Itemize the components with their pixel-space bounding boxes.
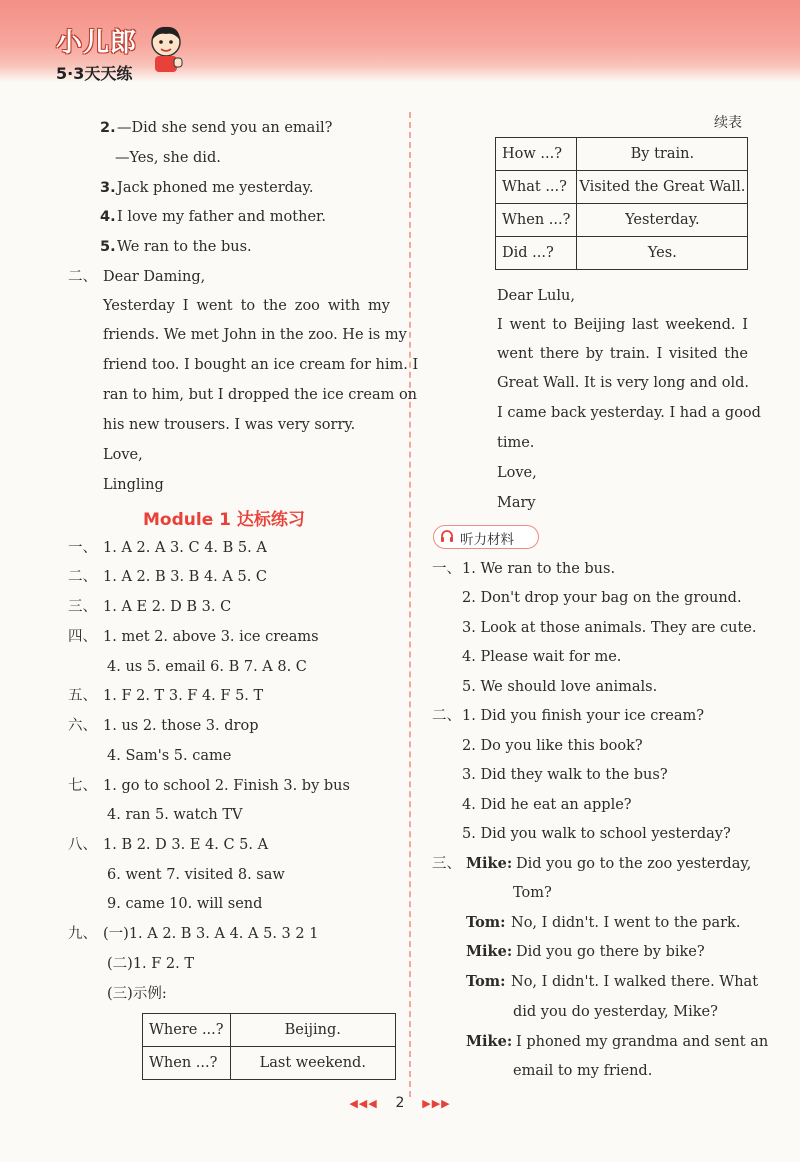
listening-line: 2. Do you like this book? [462,738,643,754]
letter-line: Lingling [103,477,164,493]
table-row [496,237,748,270]
dialogue-line: No, I didn't. I walked there. What [511,974,759,990]
speaker-label: Mike: [466,943,513,960]
listening-line: 5. We should love animals. [462,679,658,695]
dialogue-line: email to my friend. [513,1063,653,1079]
table-cell: Beijing. [230,1014,395,1047]
answer-line: 1. A 2. B 3. B 4. A 5. C [103,569,268,585]
speaker-label: Mike: [466,855,513,872]
listening-tag [433,525,539,549]
letter-line: went there by train. I visited the [497,346,748,362]
answer-line: (三)示例: [107,986,167,1002]
speaker-label: Tom: [466,973,506,990]
answer-line: 1. B 2. D 3. E 4. C 5. A [103,837,269,853]
table-cell: What ...? [496,171,577,204]
headphones-icon [440,529,454,543]
listening-line: 3. Look at those animals. They are cute. [462,620,757,636]
letter-line: friends. We met John in the zoo. He is my [103,327,407,343]
listening-line: 2. Don't drop your bag on the ground. [462,590,742,606]
logo-title: 小儿郎 [56,28,138,58]
letter-line: I came back yesterday. I had a good [497,405,761,421]
answer-line: 4. us 5. email 6. B 7. A 8. C [107,659,307,675]
section-label: 三、 [432,856,461,872]
answer-line: 1. A 2. A 3. C 4. B 5. A [103,540,267,556]
section-label: 一、 [432,561,461,577]
table-cell: Did ...? [496,237,577,270]
brand-logo [56,22,137,84]
letter-line: friend too. I bought an ice cream for him. I [103,357,419,373]
table-cell: Where ...? [143,1014,231,1047]
page-footer [0,1095,800,1111]
answer-line: 1. met 2. above 3. ice creams [103,629,319,645]
section-label: 六、 [68,718,97,734]
table-cell: When ...? [496,204,577,237]
section-label: 二、 [68,269,97,285]
section-label: 一、 [68,540,97,556]
letter-line: Love, [497,465,537,481]
answer-line: 1. F 2. T 3. F 4. F 5. T [103,688,264,704]
letter-line: Great Wall. It is very long and old. [497,375,750,391]
dialogue-line: did you do yesterday, Mike? [513,1004,718,1020]
table-row [496,204,748,237]
table-cell: Visited the Great Wall. [577,171,748,204]
dialogue-line: Tom? [513,885,552,901]
section-label: 二、 [432,708,461,724]
table-cell: By train. [577,138,748,171]
letter-line: Mary [497,495,536,511]
section-label: 二、 [68,569,97,585]
section-label: 八、 [68,837,97,853]
letter-line: his new trousers. I was very sorry. [103,417,356,433]
answer-line: 1. A E 2. D B 3. C [103,599,232,615]
mascot-boy-icon [146,22,186,74]
letter-line: I went to Beijing last weekend. I [497,317,748,333]
answer-line: (一)1. A 2. B 3. A 4. A 5. 3 2 1 [103,926,319,942]
answer-line: 9. came 10. will send [107,896,263,912]
logo-subtitle: 5·3天天练 [56,64,133,83]
answer-line: —Did she send you an email? [117,120,333,136]
answer-line: (二)1. F 2. T [107,956,195,972]
section-label: 九、 [68,926,97,942]
item-number: 4. [100,209,116,225]
listening-line: 5. Did you walk to school yesterday? [462,826,731,842]
letter-line: Love, [103,447,143,463]
speaker-label: Mike: [466,1033,513,1050]
answer-line: 4. ran 5. watch TV [107,807,243,823]
table-cell: Yes. [577,237,748,270]
column-divider [409,112,411,1097]
listening-tag-label: 听力材料 [460,532,514,548]
table-cell: Yesterday. [577,204,748,237]
item-number: 3. [100,180,116,196]
table-row [143,1047,396,1080]
listening-line: 4. Did he eat an apple? [462,797,632,813]
page-number: 2 [395,1095,405,1111]
speaker-label: Tom: [466,914,506,931]
answer-line: —Yes, she did. [115,150,221,166]
letter-line: ran to him, but I dropped the ice cream on [103,387,418,403]
module-heading: Module 1 达标练习 [143,510,305,530]
table-cell: Last weekend. [230,1047,395,1080]
listening-line: 1. Did you finish your ice cream? [462,708,705,724]
table-row [143,1014,396,1047]
section-label: 四、 [68,629,97,645]
prev-arrows-icon: ◀◀◀ [349,1097,378,1110]
answer-line: 1. go to school 2. Finish 3. by bus [103,778,350,794]
section-label: 七、 [68,778,97,794]
listening-line: 4. Please wait for me. [462,649,622,665]
item-number: 5. [100,239,116,255]
answer-line: I love my father and mother. [117,209,326,225]
letter-line: Dear Lulu, [497,288,575,304]
dialogue-line: No, I didn't. I went to the park. [511,915,741,931]
answer-line: 4. Sam's 5. came [107,748,232,764]
section-label: 三、 [68,599,97,615]
table-row [496,138,748,171]
item-number: 2. [100,120,116,136]
answer-line: 1. us 2. those 3. drop [103,718,259,734]
continued-label: 续表 [714,115,742,131]
answer-line: Jack phoned me yesterday. [117,180,314,196]
continued-table [495,137,748,270]
listening-line: 3. Did they walk to the bus? [462,767,668,783]
table-cell: How ...? [496,138,577,171]
table-cell: When ...? [143,1047,231,1080]
dialogue-line: Did you go there by bike? [516,944,705,960]
letter-line: Yesterday I went to the zoo with my [103,298,390,314]
answer-line: 6. went 7. visited 8. saw [107,867,285,883]
dialogue-line: Did you go to the zoo yesterday, [516,856,752,872]
letter-line: Dear Daming, [103,269,206,285]
answer-line: We ran to the bus. [117,239,252,255]
example-table [142,1013,396,1080]
listening-line: 1. We ran to the bus. [462,561,616,577]
letter-line: time. [497,435,535,451]
table-row [496,171,748,204]
dialogue-line: I phoned my grandma and sent an [516,1034,769,1050]
next-arrows-icon: ▶▶▶ [422,1097,451,1110]
section-label: 五、 [68,688,97,704]
